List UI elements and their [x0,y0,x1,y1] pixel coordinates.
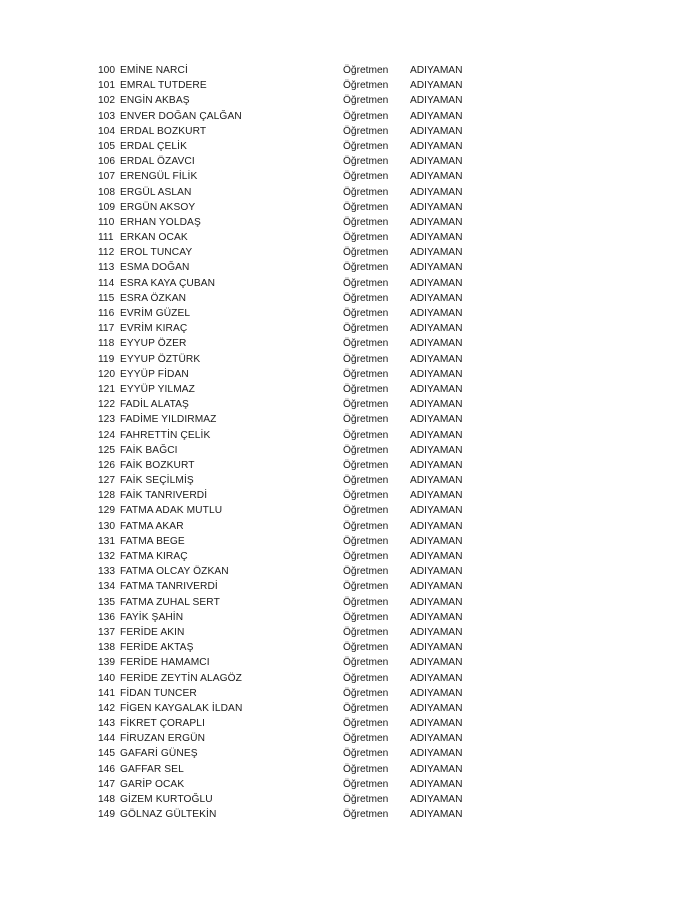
person-name: EVRİM GÜZEL [120,308,191,319]
row-number: 142 [98,702,115,714]
person-name: ENVER DOĞAN ÇALĞAN [120,110,242,122]
city-label: ADIYAMAN [410,687,463,699]
city-label: ADIYAMAN [410,748,463,760]
city-label: ADIYAMAN [410,125,463,137]
person-name: ERENGÜL FİLİK [120,171,198,183]
role-label: Öğretmen [343,140,389,152]
role-label: Öğretmen [343,596,389,608]
row-number: 125 [98,444,115,456]
city-label: ADIYAMAN [410,232,463,244]
row-number: 115 [98,292,115,304]
row-number: 122 [98,399,115,411]
city-label: ADIYAMAN [410,247,463,259]
city-label: ADIYAMAN [410,65,463,76]
list-row [98,260,478,275]
row-number: 113 [98,262,115,274]
row-number: 101 [98,80,115,92]
list-row [98,792,478,807]
list-row [98,109,478,124]
list-row [98,367,478,382]
row-number: 111 [98,232,114,244]
list-row [98,701,478,716]
list-row [98,139,478,154]
person-name: FATMA KIRAÇ [120,551,188,562]
city-label: ADIYAMAN [410,794,463,805]
row-number: 105 [98,140,115,152]
row-number: 116 [98,308,115,319]
person-name: FİKRET ÇORAPLI [120,718,205,730]
row-number: 102 [98,95,115,107]
city-label: ADIYAMAN [410,323,463,335]
role-label: Öğretmen [343,308,389,319]
row-number: 146 [98,763,115,775]
city-label: ADIYAMAN [410,444,463,456]
city-label: ADIYAMAN [410,308,463,319]
row-number: 148 [98,794,115,805]
row-number: 141 [98,687,115,699]
list-row [98,215,478,230]
list-row [98,519,478,534]
role-label: Öğretmen [343,794,389,805]
list-row [98,549,478,564]
city-label: ADIYAMAN [410,778,463,790]
city-label: ADIYAMAN [410,626,463,638]
city-label: ADIYAMAN [410,520,463,532]
row-number: 117 [98,323,115,335]
list-row [98,200,478,215]
city-label: ADIYAMAN [410,156,463,168]
city-label: ADIYAMAN [410,490,463,502]
role-label: Öğretmen [343,566,389,578]
role-label: Öğretmen [343,763,389,775]
list-row [98,352,478,367]
city-label: ADIYAMAN [410,95,463,107]
list-row [98,655,478,670]
role-label: Öğretmen [343,399,389,411]
row-number: 123 [98,414,115,426]
role-label: Öğretmen [343,201,389,213]
list-row [98,291,478,306]
list-row [98,807,478,822]
city-label: ADIYAMAN [410,611,463,623]
city-label: ADIYAMAN [410,596,463,608]
role-label: Öğretmen [343,277,389,289]
person-name: ESRA KAYA ÇUBAN [120,277,216,289]
role-label: Öğretmen [343,642,389,654]
role-label: Öğretmen [343,687,389,699]
list-row [98,777,478,792]
city-label: ADIYAMAN [410,672,463,684]
person-name: ERDAL BOZKURT [120,125,207,137]
list-row [98,458,478,473]
list-row [98,412,478,427]
row-number: 110 [98,216,115,228]
row-number: 145 [98,748,115,760]
person-name: ERDAL ÖZAVCI [120,156,195,168]
city-label: ADIYAMAN [410,216,463,228]
row-number: 133 [98,566,115,578]
role-label: Öğretmen [343,778,389,790]
row-number: 124 [98,429,115,441]
city-label: ADIYAMAN [410,292,463,304]
role-label: Öğretmen [343,444,389,456]
person-name: ERKAN OCAK [120,232,188,244]
person-name: EYYÜP FİDAN [120,368,189,380]
role-label: Öğretmen [343,95,389,107]
list-row [98,443,478,458]
list-row [98,746,478,761]
role-label: Öğretmen [343,80,389,92]
role-label: Öğretmen [343,368,389,380]
row-number: 137 [98,626,115,638]
person-name: EVRİM KIRAÇ [120,323,188,335]
role-label: Öğretmen [343,581,389,593]
person-name: ESMA DOĞAN [120,262,190,274]
person-name: FERİDE ZEYTİN ALAGÖZ [120,672,243,684]
list-row [98,762,478,777]
row-number: 128 [98,490,115,502]
role-label: Öğretmen [343,490,389,502]
city-label: ADIYAMAN [410,505,463,517]
city-label: ADIYAMAN [410,551,463,562]
city-label: ADIYAMAN [410,459,463,471]
role-label: Öğretmen [343,505,389,517]
row-number: 108 [98,186,115,198]
list-row [98,595,478,610]
row-number: 136 [98,611,115,623]
person-name: FATMA AKAR [120,520,184,532]
person-name: ERHAN YOLDAŞ [120,216,201,228]
row-number: 106 [98,156,115,168]
role-label: Öğretmen [343,186,389,198]
list-row [98,230,478,245]
role-label: Öğretmen [343,156,389,168]
person-name: FAHRETTİN ÇELİK [120,429,211,441]
role-label: Öğretmen [343,657,389,669]
role-label: Öğretmen [343,551,389,562]
row-number: 134 [98,581,115,593]
city-label: ADIYAMAN [410,429,463,441]
person-name: FAİK BAĞCI [120,444,178,456]
person-name: FERİDE HAMAMCI [120,657,210,669]
city-label: ADIYAMAN [410,642,463,654]
city-label: ADIYAMAN [410,186,463,198]
city-label: ADIYAMAN [410,475,463,487]
role-label: Öğretmen [343,718,389,730]
row-number: 120 [98,368,115,380]
list-row [98,276,478,291]
row-number: 126 [98,459,115,471]
city-label: ADIYAMAN [410,733,463,745]
row-number: 114 [98,277,115,289]
person-name: GAFFAR SEL [120,763,184,775]
list-row [98,428,478,443]
list-row [98,488,478,503]
role-label: Öğretmen [343,733,389,745]
role-label: Öğretmen [343,171,389,183]
city-label: ADIYAMAN [410,657,463,669]
person-name: EYYÜP YILMAZ [120,383,195,395]
person-name: GÖLNAZ GÜLTEKİN [120,809,217,821]
list-row [98,716,478,731]
person-name: FATMA ZUHAL SERT [120,596,220,608]
list-row [98,93,478,108]
role-label: Öğretmen [343,338,389,350]
list-row [98,63,478,78]
person-name: FADİL ALATAŞ [120,399,189,411]
list-row [98,321,478,336]
city-label: ADIYAMAN [410,201,463,213]
person-name: GARİP OCAK [120,778,185,790]
person-name: EYYUP ÖZTÜRK [120,353,201,365]
person-name: FERİDE AKTAŞ [120,642,194,654]
role-label: Öğretmen [343,748,389,760]
row-number: 132 [98,551,115,562]
person-name: FATMA TANRIVERDİ [120,581,218,593]
person-name: GAFARİ GÜNEŞ [120,748,198,760]
role-label: Öğretmen [343,429,389,441]
city-label: ADIYAMAN [410,171,463,183]
person-name: ERGÜN AKSOY [120,201,196,213]
role-label: Öğretmen [343,125,389,137]
list-row [98,306,478,321]
role-label: Öğretmen [343,292,389,304]
row-number: 104 [98,125,115,137]
role-label: Öğretmen [343,520,389,532]
row-number: 140 [98,672,115,684]
role-label: Öğretmen [343,353,389,365]
list-row [98,124,478,139]
row-number: 130 [98,520,115,532]
city-label: ADIYAMAN [410,763,463,775]
person-name: FİDAN TUNCER [120,687,197,699]
role-label: Öğretmen [343,232,389,244]
list-row [98,185,478,200]
city-label: ADIYAMAN [410,353,463,365]
row-number: 118 [98,338,115,350]
person-name: FADİME YILDIRMAZ [120,414,217,426]
row-number: 129 [98,505,115,517]
role-label: Öğretmen [343,809,389,821]
row-number: 144 [98,733,115,745]
list-row [98,534,478,549]
person-name: EMİNE NARCİ [120,65,188,76]
list-row [98,154,478,169]
list-row [98,78,478,93]
list-row [98,336,478,351]
person-name: ERGÜL ASLAN [120,186,192,198]
city-label: ADIYAMAN [410,581,463,593]
city-label: ADIYAMAN [410,262,463,274]
city-label: ADIYAMAN [410,702,463,714]
role-label: Öğretmen [343,110,389,122]
row-number: 112 [98,247,115,259]
person-name: GİZEM KURTOĞLU [120,794,213,805]
city-label: ADIYAMAN [410,809,463,821]
role-label: Öğretmen [343,702,389,714]
list-row [98,579,478,594]
person-name: EYYUP ÖZER [120,338,187,350]
city-label: ADIYAMAN [410,383,463,395]
role-label: Öğretmen [343,626,389,638]
list-row [98,169,478,184]
city-label: ADIYAMAN [410,368,463,380]
person-name: FAİK SEÇİLMİŞ [120,475,194,487]
person-name: FATMA ADAK MUTLU [120,505,223,517]
list-row [98,382,478,397]
role-label: Öğretmen [343,459,389,471]
person-name: FATMA BEGE [120,535,185,547]
person-name: FATMA OLCAY ÖZKAN [120,566,229,578]
list-row [98,564,478,579]
list-row [98,397,478,412]
role-label: Öğretmen [343,535,389,547]
role-label: Öğretmen [343,65,389,76]
row-number: 149 [98,809,115,821]
person-name: ERDAL ÇELİK [120,140,187,152]
row-number: 107 [98,171,115,183]
city-label: ADIYAMAN [410,566,463,578]
row-number: 143 [98,718,115,730]
list-row [98,731,478,746]
list-row [98,503,478,518]
row-number: 100 [98,65,115,76]
list-row [98,245,478,260]
person-name: ESRA ÖZKAN [120,292,187,304]
person-name: FAİK BOZKURT [120,459,195,471]
role-label: Öğretmen [343,414,389,426]
person-name: EROL TUNCAY [120,247,193,259]
person-name: FAİK TANRIVERDİ [120,490,208,502]
city-label: ADIYAMAN [410,535,463,547]
teacher-list [98,63,478,822]
person-name: ENGİN AKBAŞ [120,95,190,107]
role-label: Öğretmen [343,247,389,259]
city-label: ADIYAMAN [410,80,463,92]
city-label: ADIYAMAN [410,140,463,152]
person-name: FİGEN KAYGALAK İLDAN [120,702,243,714]
person-name: FİRUZAN ERGÜN [120,733,206,745]
row-number: 131 [98,535,115,547]
row-number: 135 [98,596,115,608]
row-number: 138 [98,642,115,654]
role-label: Öğretmen [343,672,389,684]
row-number: 147 [98,778,115,790]
list-row [98,671,478,686]
person-name: FAYİK ŞAHİN [120,611,184,623]
list-row [98,625,478,640]
row-number: 121 [98,383,115,395]
role-label: Öğretmen [343,383,389,395]
city-label: ADIYAMAN [410,399,463,411]
row-number: 103 [98,110,115,122]
list-row [98,640,478,655]
role-label: Öğretmen [343,216,389,228]
list-row [98,610,478,625]
person-name: FERİDE AKIN [120,626,185,638]
city-label: ADIYAMAN [410,110,463,122]
list-row [98,686,478,701]
role-label: Öğretmen [343,475,389,487]
role-label: Öğretmen [343,262,389,274]
city-label: ADIYAMAN [410,277,463,289]
role-label: Öğretmen [343,611,389,623]
row-number: 127 [98,475,115,487]
row-number: 119 [98,353,115,365]
row-number: 109 [98,201,115,213]
role-label: Öğretmen [343,323,389,335]
city-label: ADIYAMAN [410,338,463,350]
city-label: ADIYAMAN [410,414,463,426]
row-number: 139 [98,657,115,669]
list-row [98,473,478,488]
city-label: ADIYAMAN [410,718,463,730]
person-name: EMRAL TUTDERE [120,80,207,92]
